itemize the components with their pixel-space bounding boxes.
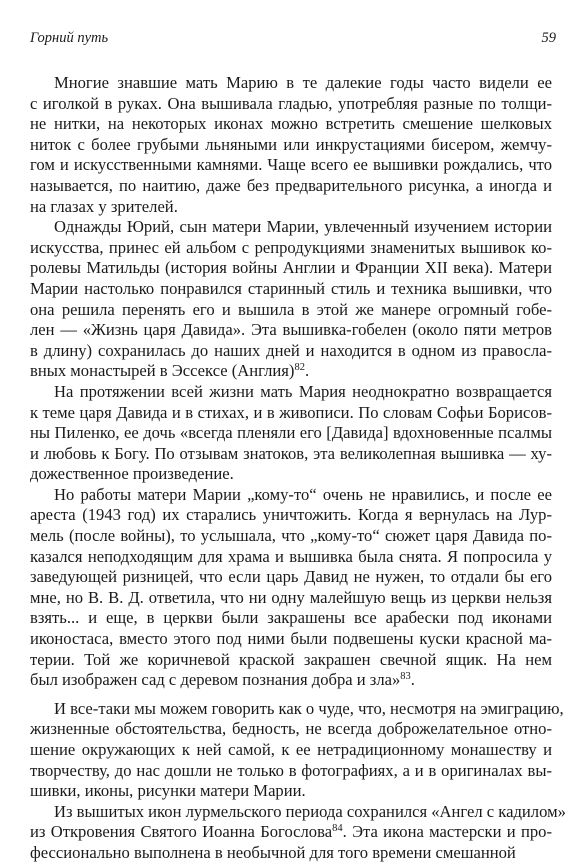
text-line [30,197,552,218]
text-line-content: ареста (1943 год) их старались уничтожить. Когда я вернулась на Лур- [30,505,552,525]
text-line [30,114,552,135]
footnote-ref[interactable]: 83 [400,671,411,683]
text-line-content: на глазах у зрителей. [30,196,178,216]
text-line [30,320,552,341]
text-line [30,719,552,740]
text-line [30,73,552,94]
text-line [30,423,552,444]
text-line-content: иконостаса, вместо этого под ними были подвешены куски красной ма- [30,629,552,649]
text-line-content: к теме царя Давида и в стихах, и в живописи. По словам Софьи Борисов- [30,402,552,422]
text-line-content: Многие знавшие мать Марию в те далекие годы часто видели ее [54,73,552,92]
text-line-content: мне, но В. В. Д. ответила, что ни одну малейшую вещь из церкви нельзя [30,587,552,607]
text-line [30,740,552,761]
page-header [30,30,556,47]
text-line-content: с иголкой в руках. Она вышивала гладью, употребляя разные по толщи- [30,93,552,113]
text-line [30,650,552,671]
text-after-footnote: . [410,670,415,690]
text-line [30,135,552,156]
text-line [30,300,552,321]
text-line [30,403,552,424]
text-line-content: лен — «Жизнь царя Давида». Эта вышивка-гобелен (около пяти метров [30,320,552,340]
text-line-content: не нитки, на некоторых иконах можно встретить смешение шелковых [30,114,552,134]
text-line-content: шение окружающих к ней самой, к ее нетрадиционному монашеству и [30,740,552,759]
text-line-content: называется, по наитию, даже без предварительного рисунка, а иногда и [30,175,552,195]
text-line-content: Марии настолько понравился старинный стиль и техника вышивки, что [30,278,552,298]
text-line [30,761,552,782]
text-line-content: шивки, иконы, рисунки матери Марии. [30,781,306,801]
text-line [30,382,552,403]
text-line-content: гом и искусственными камнями. Чаще всего ее вышивки рождались, что [30,155,552,175]
text-line [30,176,552,197]
text-line [30,94,552,115]
text-line-content: Однажды Юрий, сын матери Марии, увлеченный изучением истории [54,217,552,237]
footnote-ref[interactable]: 84 [332,823,343,835]
text-line [30,485,552,506]
text-line [30,629,552,650]
paragraph [30,382,552,485]
paragraph [30,698,564,802]
text-line-content: мель (после войны), то услышала, что „кому-то“ сюжет царя Давида по- [30,526,552,546]
text-line-content: искусства, принес ей альбом с репродукциями знаменитых вышивок ко- [30,237,552,257]
text-line [30,526,552,547]
text-after-footnote: . [304,361,310,381]
text-line-content: терии. Той же коричневой краской закрашен свечной ящик. На нем [30,649,552,669]
text-line-content: ниток с более грубыми льняными или инкрустациями бисером, жемчу- [30,134,552,154]
text-line [30,588,552,609]
text-line [30,843,552,864]
text-line [30,822,552,843]
text-line [30,361,552,382]
text-line [30,670,552,691]
text-line-content: фессионально выполнена в необычной для того времени смешанной [30,842,516,862]
text-line [30,781,552,802]
text-line-content: из Откровения Святого Иоанна Богослова [30,822,333,842]
page-number: 59 [541,30,556,46]
text-line-content: И все-таки мы можем говорить как о чуде, что, несмотря на эмиграцию, [54,698,564,718]
text-line [30,155,552,176]
footnote-ref[interactable]: 82 [294,362,305,374]
running-title: Горний путь [30,30,109,46]
text-line-content: и любовь к Богу. По отзывам знатоков, эта великолепная вышивка — ху- [30,443,552,463]
text-line-content: Но работы матери Марии „кому-то“ очень не нравились, и после ее [54,484,552,504]
paragraph [30,217,552,382]
paragraph [30,73,552,217]
text-line-content: ролевы Матильды (история войны Англии и Франции XII века). Матери [30,258,552,278]
text-line-content: заведующей ризницей, что если царь Давид не нужен, то отдали бы его [30,567,552,587]
text-after-footnote: . Эта икона мастерски и про- [342,822,553,842]
text-line-content: ны Пиленко, ее дочь «всегда пленяли его [Давида] вдохновенные псалмы [30,423,552,443]
text-line [30,801,566,823]
text-line-content: дожественное произведение. [30,464,234,484]
text-line-content: был изображен сад с деревом познания добра и зла» [30,670,401,690]
text-line [30,608,552,629]
text-line [30,444,552,465]
text-line [30,567,552,588]
text-line-content: жизненные обстоятельства, бедность, не всегда доброжелательное отно- [30,719,552,739]
text-line [30,464,552,485]
text-line [30,341,552,362]
text-line-content: На протяжении всей жизни мать Мария неоднократно возвращается [54,381,552,401]
text-line-content: творчеству, до нас дошли не только в фотографиях, а и в оригиналах вы- [30,760,552,780]
paragraph [30,485,552,691]
text-line-content: казался неподходящим для храма и вышивка была снята. Я попросила у [30,546,552,566]
paragraph [30,801,566,864]
text-line [30,698,564,720]
text-line [30,258,552,279]
body-text [30,73,566,864]
text-line [30,279,552,300]
text-line [30,547,552,568]
text-line [30,217,552,238]
text-line-content: она решила перенять его и вышила в этой же манере огромный гобе- [30,299,552,319]
text-line-content: вных монастырей в Эссексе (Англия) [30,361,295,381]
text-line [30,505,552,526]
text-line-content: взять... и еще, в церкви были закрашены все арабески под иконами [30,608,552,628]
text-line-content: в длину) сохранилась до наших дней и находится в одном из правосла- [30,340,552,360]
text-line [30,238,552,259]
text-line-content: Из вышитых икон лурмельского периода сохранился «Ангел с кадилом» [54,801,566,821]
